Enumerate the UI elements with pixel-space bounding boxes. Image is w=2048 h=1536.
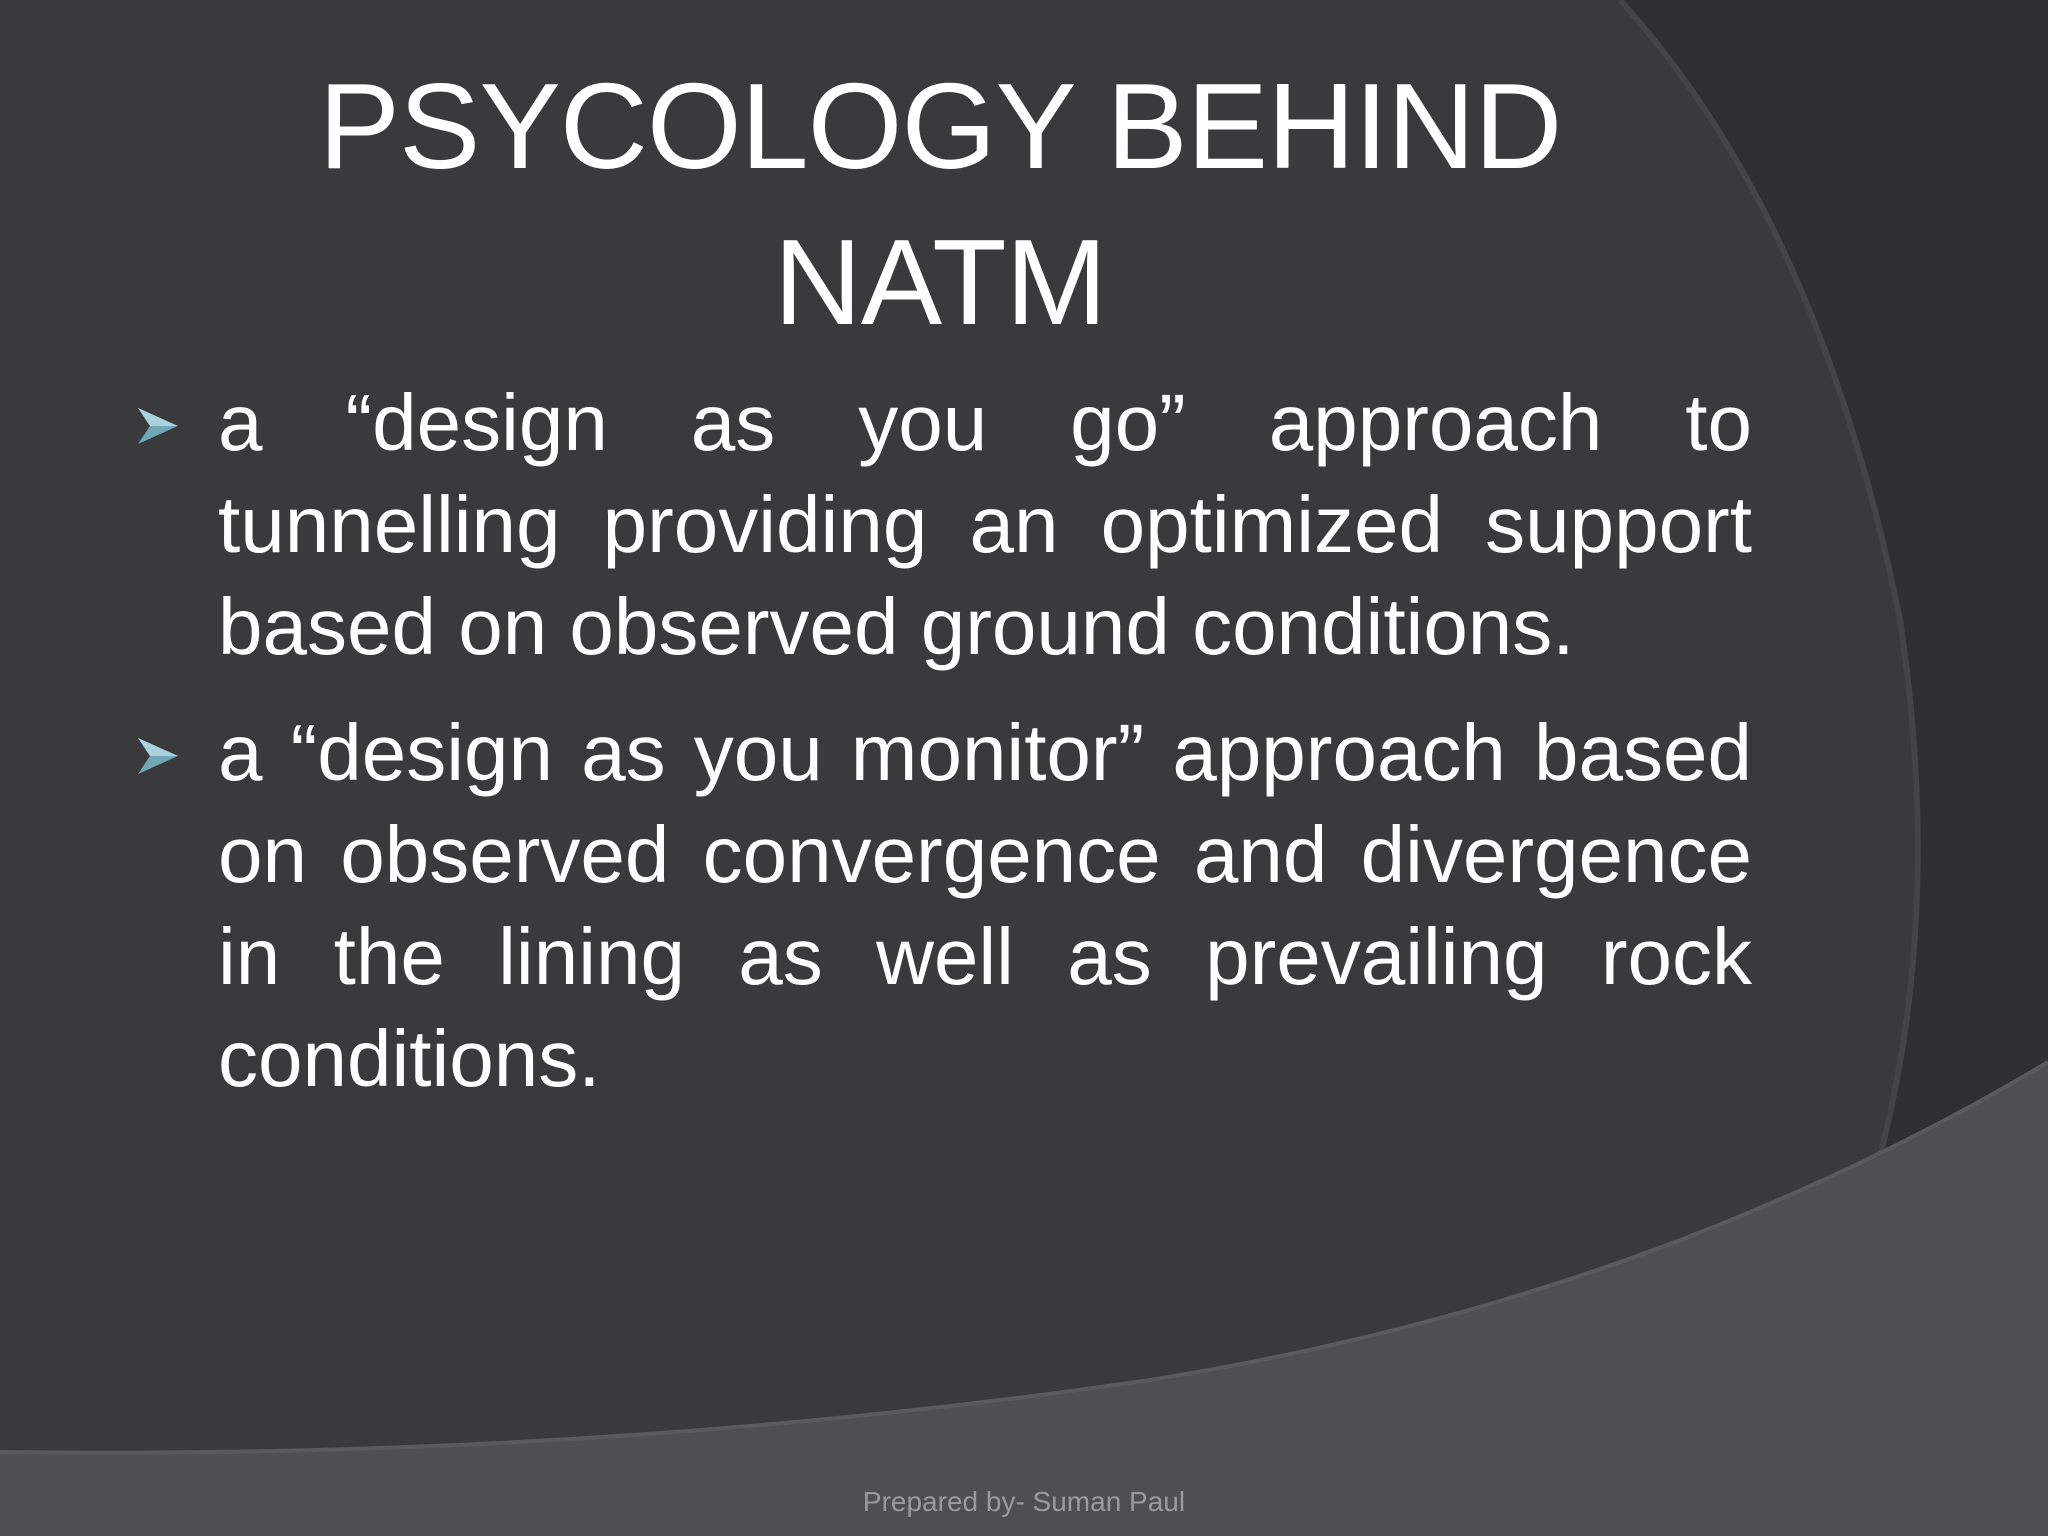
title-line-1: PSYCOLOGY BEHIND xyxy=(318,58,1562,194)
slide-title xyxy=(180,48,1700,360)
bullet-text-1: a “design as you go” approach to tunnelling providing an optimized support based on observed ground conditions. xyxy=(218,378,1752,671)
bullet-item-2 xyxy=(130,702,1752,1110)
arrowhead-bullet-icon xyxy=(134,732,182,780)
bullet-item-1 xyxy=(130,372,1752,678)
arrowhead-bullet-icon xyxy=(134,402,182,450)
bullet-list xyxy=(130,372,1752,1134)
footer-credit: Prepared by- Suman Paul xyxy=(862,1486,1186,1517)
bullet-text-2: a “design as you monitor” approach based on observed convergence and divergence in the lining as well as prevailing rock conditions. xyxy=(218,708,1752,1103)
title-line-2: NATM xyxy=(773,214,1107,350)
